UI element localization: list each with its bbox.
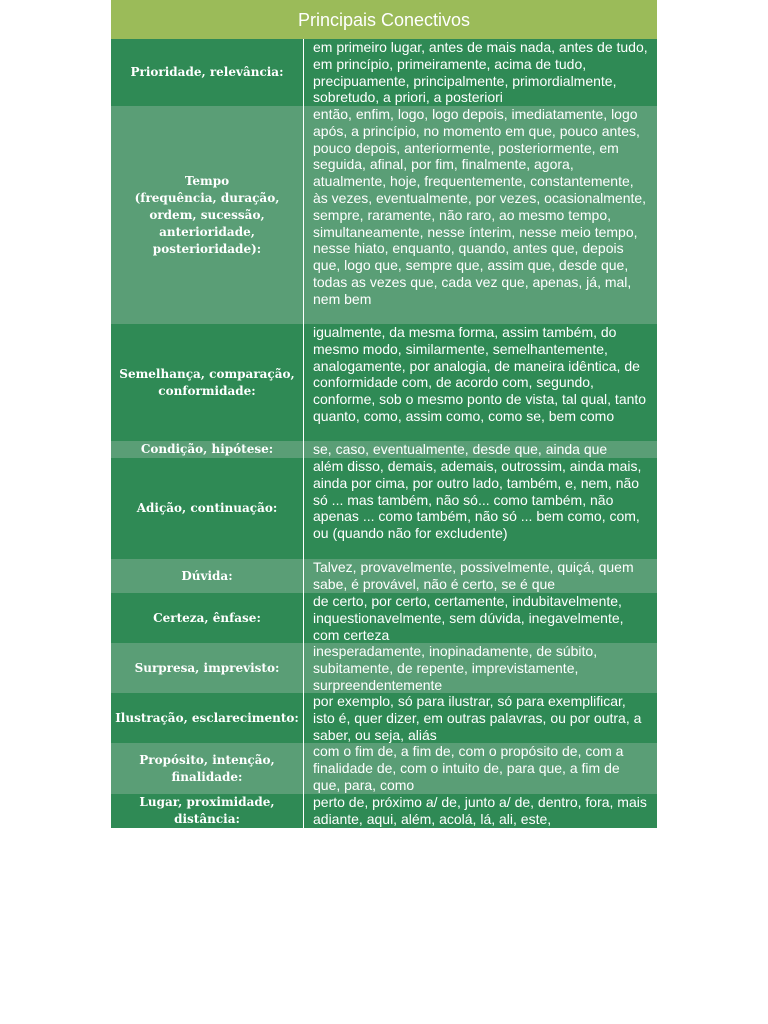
row-content: por exemplo, só para ilustrar, só para exemplificar, isto é, quer dizer, em outras palavras, ou por outra, a saber, ou seja, aliás	[313, 693, 642, 743]
row-content: perto de, próximo a/ de, junto a/ de, dentro, fora, mais adiante, aqui, além, acolá, lá, ali, este,	[313, 794, 647, 827]
table-row-doubt	[111, 559, 657, 593]
row-label: Lugar, proximidade, distância:	[111, 794, 304, 828]
row-content: inesperadamente, inopinadamente, de súbito, subitamente, de repente, imprevistamente, surpreendentemente	[313, 643, 598, 693]
row-content: Talvez, provavelmente, possivelmente, quiçá, quem sabe, é provável, não é certo, se é que	[313, 559, 634, 592]
table-row-place	[111, 794, 657, 828]
table-row-similarity	[111, 324, 657, 441]
row-label: Adição, continuação:	[111, 458, 304, 559]
table-row-certainty	[111, 593, 657, 643]
table-row-time	[111, 106, 657, 324]
table-row-illustration	[111, 693, 657, 743]
row-label: Propósito, intenção, finalidade:	[111, 743, 304, 794]
row-content: igualmente, da mesma forma, assim também, do mesmo modo, similarmente, semelhantemente, analogamente, por analogia, de maneira idêntica, de conformidade com, de acordo com, segundo, conforme, sob o mesmo ponto de vista, tal qual, tanto quanto, como, assim como, como se, bem como	[313, 324, 647, 424]
row-content: de certo, por certo, certamente, indubitavelmente, inquestionavelmente, sem dúvida, inegavelmente, com certeza	[313, 593, 624, 643]
row-content: com o fim de, a fim de, com o propósito de, com a finalidade de, com o intuito de, para que, a fim de que, para, como	[313, 743, 624, 793]
table-row-surprise	[111, 643, 657, 693]
table-row-condition	[111, 441, 657, 458]
row-content: então, enfim, logo, logo depois, imediatamente, logo após, a princípio, no momento em que, pouco antes, pouco depois, anteriormente, posteriormente, em seguida, afinal, por fim, finalmente, agora, atualmente, hoje, frequentemente, constantemente, às vezes, eventualmente, por vezes, ocasionalmente, sempre, raramente, não raro, ao mesmo tempo, simultaneamente, nesse ínterim, nesse meio tempo, nesse hiato, enquanto, quando, antes que, depois que, logo que, sempre que, assim que, desde que, todas as vezes que, cada vez que, apenas, já, mal, nem bem	[313, 106, 647, 307]
row-content: se, caso, eventualmente, desde que, ainda que	[313, 441, 608, 457]
table-row-priority	[111, 39, 657, 106]
row-label: Prioridade, relevância:	[111, 39, 304, 106]
connectives-table	[111, 0, 657, 828]
row-content: em primeiro lugar, antes de mais nada, antes de tudo, em princípio, primeiramente, acima de tudo, precipuamente, principalmente, primordialmente, sobretudo, a priori, a posteriori	[313, 39, 648, 106]
table-row-addition	[111, 458, 657, 559]
row-label: Surpresa, imprevisto:	[111, 643, 304, 693]
row-label: Ilustração, esclarecimento:	[111, 693, 304, 743]
row-label: Semelhança, comparação, conformidade:	[111, 324, 304, 441]
row-content: além disso, demais, ademais, outrossim, ainda mais, ainda por cima, por outro lado, também, e, nem, não só ... mas também, não só... como também, não apenas ... como também, não só ... bem como, com, ou (quando não for excludente)	[313, 458, 642, 542]
table-title: Principais Conectivos	[111, 0, 657, 39]
table-row-purpose	[111, 743, 657, 794]
row-label: Tempo (frequência, duração, ordem, sucessão, anterioridade, posterioridade):	[111, 106, 304, 324]
row-label: Certeza, ênfase:	[111, 593, 304, 643]
row-label: Condição, hipótese:	[111, 441, 304, 458]
row-label: Dúvida:	[111, 559, 304, 593]
